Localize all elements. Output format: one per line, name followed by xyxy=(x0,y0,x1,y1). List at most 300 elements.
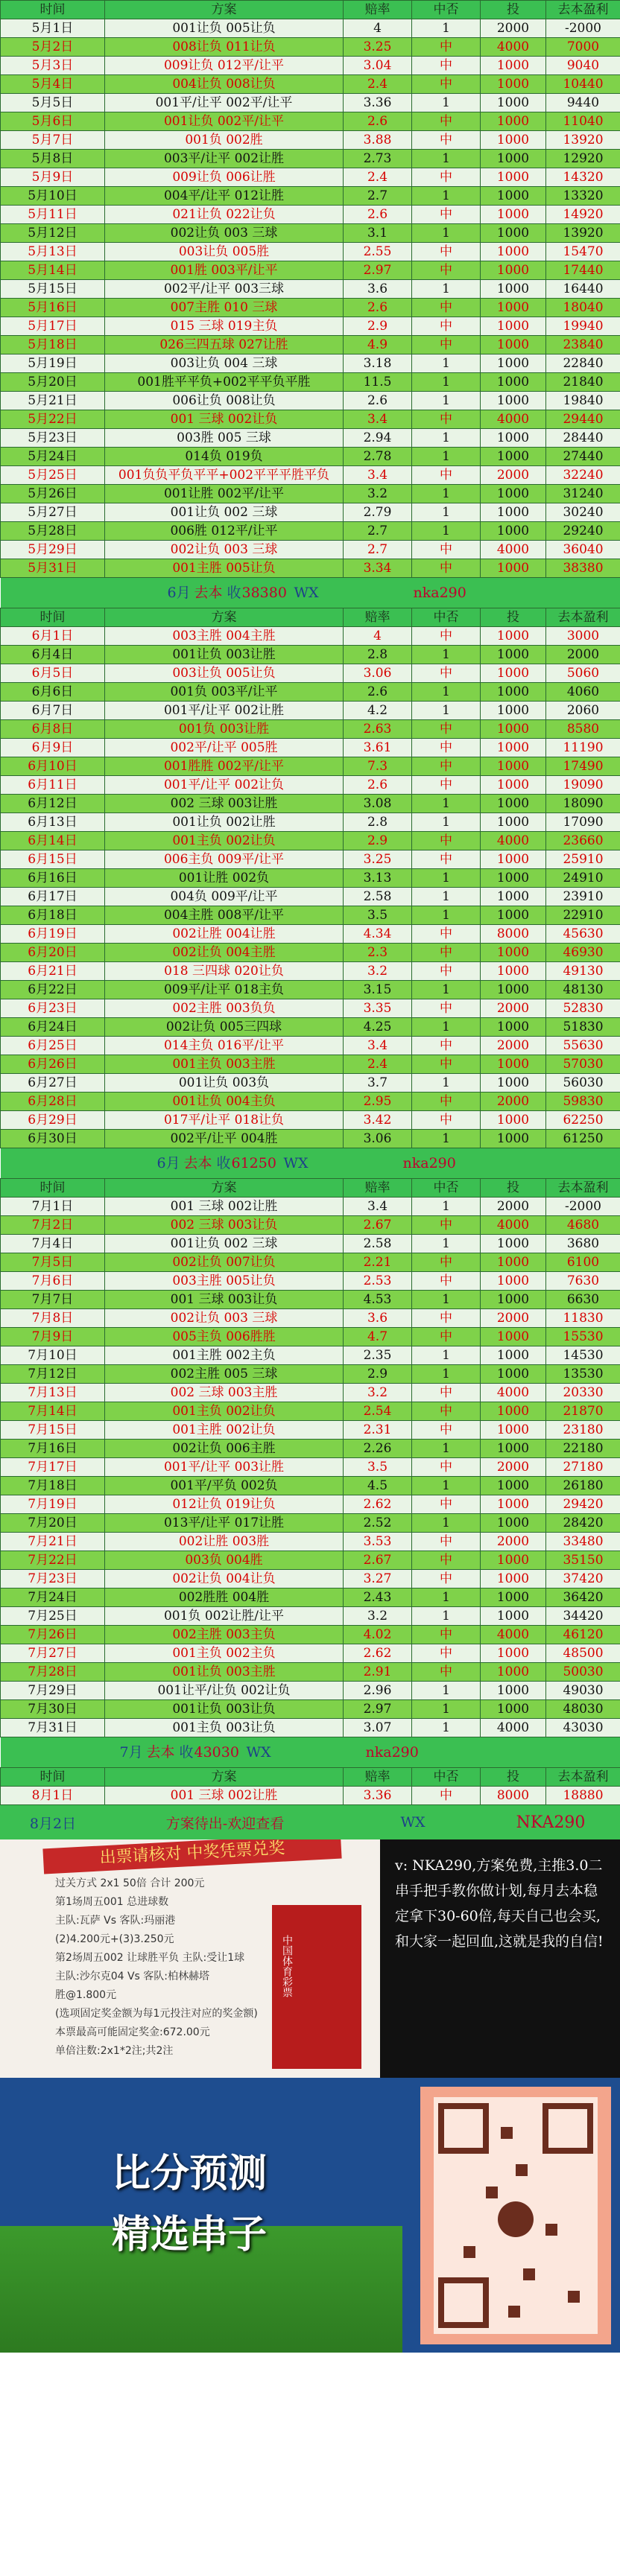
header-cell: 方案 xyxy=(105,1179,344,1198)
profit-cell: 4060 xyxy=(546,683,620,702)
plan-cell: 002让负 003 三球 xyxy=(105,224,344,243)
profit-cell: 23660 xyxy=(546,832,620,850)
plan-cell: 014负 019负 xyxy=(105,448,344,466)
odds-cell: 2.67 xyxy=(344,1551,412,1570)
table-row xyxy=(1,627,620,646)
plan-cell: 021让负 022让负 xyxy=(105,206,344,224)
plan-cell: 001让负 003负 xyxy=(105,1074,344,1093)
header-cell: 赔率 xyxy=(344,1,412,19)
plan-cell: 001胜平平负+002平平负平胜 xyxy=(105,373,344,392)
bet-cell: 1000 xyxy=(481,646,546,664)
hit-cell: 1 xyxy=(412,224,481,243)
banner-shou: 收 xyxy=(179,1744,194,1761)
odds-cell: 3.2 xyxy=(344,1607,412,1626)
odds-cell: 2.4 xyxy=(344,75,412,94)
profit-cell: 11190 xyxy=(546,739,620,757)
profit-cell: 25910 xyxy=(546,850,620,869)
hit-cell: 1 xyxy=(412,19,481,38)
banner-qu: 去本 xyxy=(146,1744,175,1761)
bet-cell: 1000 xyxy=(481,168,546,187)
slip-line: 过关方式 2x1 50倍 合计 200元 xyxy=(55,1877,205,1889)
plan-cell: 001胜 003平/让平 xyxy=(105,261,344,280)
odds-cell: 3.07 xyxy=(344,1719,412,1737)
date-cell: 6月1日 xyxy=(1,627,105,646)
plan-cell: 001让负 002平/让平 xyxy=(105,112,344,131)
bet-cell: 1000 xyxy=(481,1130,546,1148)
hit-cell: 中 xyxy=(412,962,481,981)
hit-cell: 1 xyxy=(412,429,481,448)
bet-cell: 1000 xyxy=(481,1402,546,1421)
odds-cell: 4.53 xyxy=(344,1291,412,1309)
plan-cell: 009让负 012平/让平 xyxy=(105,57,344,75)
header-cell: 投 xyxy=(481,1179,546,1198)
hit-cell: 1 xyxy=(412,1018,481,1037)
slip-line: (2)4.200元+(3)3.250元 xyxy=(55,1933,174,1945)
hit-cell: 中 xyxy=(412,1663,481,1682)
table-row xyxy=(1,38,620,57)
plan-cell: 002让负 005三四球 xyxy=(105,1018,344,1037)
profit-cell: 12920 xyxy=(546,150,620,168)
plan-cell: 006胜 012平/让平 xyxy=(105,522,344,541)
plan-cell: 012让负 019让负 xyxy=(105,1495,344,1514)
hit-cell: 中 xyxy=(412,1787,481,1805)
bet-cell: 2000 xyxy=(481,999,546,1018)
bet-cell: 2000 xyxy=(481,1093,546,1111)
bet-cell: 1000 xyxy=(481,813,546,832)
bet-cell: 1000 xyxy=(481,869,546,888)
header-cell: 投 xyxy=(481,1768,546,1787)
table-row xyxy=(1,1626,620,1644)
profit-cell: 22910 xyxy=(546,906,620,925)
hit-cell: 中 xyxy=(412,1216,481,1235)
bet-cell: 1000 xyxy=(481,702,546,720)
banner-shou: 收 xyxy=(227,585,241,601)
hit-cell: 中 xyxy=(412,112,481,131)
hit-cell: 1 xyxy=(412,795,481,813)
hit-cell: 1 xyxy=(412,1588,481,1607)
date-cell: 5月7日 xyxy=(1,131,105,150)
odds-cell: 3.4 xyxy=(344,1198,412,1216)
date-cell: 5月12日 xyxy=(1,224,105,243)
profit-cell: 14320 xyxy=(546,168,620,187)
hit-cell: 中 xyxy=(412,168,481,187)
promo-row xyxy=(0,1805,620,1839)
table-row xyxy=(1,1551,620,1570)
bet-cell: 1000 xyxy=(481,1421,546,1440)
date-cell: 7月19日 xyxy=(1,1495,105,1514)
bet-cell: 1000 xyxy=(481,1328,546,1346)
table-row xyxy=(1,999,620,1018)
profit-cell: 29420 xyxy=(546,1495,620,1514)
profit-cell: 23180 xyxy=(546,1421,620,1440)
table-row xyxy=(1,832,620,850)
profit-cell: 49030 xyxy=(546,1682,620,1700)
profit-cell: 55630 xyxy=(546,1037,620,1055)
odds-cell: 2.31 xyxy=(344,1421,412,1440)
profit-cell: 4680 xyxy=(546,1216,620,1235)
profit-cell: 48030 xyxy=(546,1700,620,1719)
profit-cell: 28440 xyxy=(546,429,620,448)
date-cell: 5月28日 xyxy=(1,522,105,541)
bet-cell: 4000 xyxy=(481,1626,546,1644)
table-row xyxy=(1,1421,620,1440)
plan-cell: 001让负 005让负 xyxy=(105,19,344,38)
date-cell: 7月5日 xyxy=(1,1253,105,1272)
hit-cell: 1 xyxy=(412,683,481,702)
bet-cell: 2000 xyxy=(481,1309,546,1328)
profit-cell: 23910 xyxy=(546,888,620,906)
plan-cell: 001主胜 002主负 xyxy=(105,1346,344,1365)
hit-cell: 1 xyxy=(412,1346,481,1365)
hit-cell: 1 xyxy=(412,522,481,541)
plan-cell: 009平/让平 018主负 xyxy=(105,981,344,999)
table-row xyxy=(1,1787,620,1805)
odds-cell: 4.2 xyxy=(344,702,412,720)
hit-cell: 1 xyxy=(412,1198,481,1216)
plan-cell: 002主胜 005 三球 xyxy=(105,1365,344,1384)
plan-cell: 006主负 009平/让平 xyxy=(105,850,344,869)
table-row xyxy=(1,1055,620,1074)
table-row xyxy=(1,112,620,131)
plan-cell: 001让负 004主负 xyxy=(105,1093,344,1111)
header-cell: 去本盈利 xyxy=(546,1179,620,1198)
header-cell: 赔率 xyxy=(344,1768,412,1787)
profit-cell: 29440 xyxy=(546,410,620,429)
profit-cell: 2060 xyxy=(546,702,620,720)
table-row xyxy=(1,795,620,813)
odds-cell: 3.4 xyxy=(344,1037,412,1055)
hit-cell: 中 xyxy=(412,38,481,57)
table-row xyxy=(1,317,620,336)
odds-cell: 3.06 xyxy=(344,1130,412,1148)
hit-cell: 1 xyxy=(412,392,481,410)
odds-cell: 2.91 xyxy=(344,1663,412,1682)
hit-cell: 中 xyxy=(412,944,481,962)
date-cell: 5月1日 xyxy=(1,19,105,38)
profit-cell: 22840 xyxy=(546,354,620,373)
profit-cell: 15530 xyxy=(546,1328,620,1346)
table-row xyxy=(1,702,620,720)
bet-cell: 2000 xyxy=(481,1198,546,1216)
bet-cell: 1000 xyxy=(481,1272,546,1291)
ticket-image-area xyxy=(0,1839,620,2078)
hit-cell: 中 xyxy=(412,1328,481,1346)
plan-cell: 002平/让平 003三球 xyxy=(105,280,344,299)
odds-cell: 2.43 xyxy=(344,1588,412,1607)
bet-cell: 1000 xyxy=(481,336,546,354)
hit-cell: 1 xyxy=(412,187,481,206)
date-cell: 7月27日 xyxy=(1,1644,105,1663)
banner-wx: WX xyxy=(294,585,319,601)
header-cell: 中否 xyxy=(412,1179,481,1198)
hit-cell: 中 xyxy=(412,1421,481,1440)
odds-cell: 2.6 xyxy=(344,112,412,131)
odds-cell: 2.8 xyxy=(344,646,412,664)
odds-cell: 3.2 xyxy=(344,485,412,503)
plan-cell: 002让胜 003胜 xyxy=(105,1533,344,1551)
bet-cell: 1000 xyxy=(481,1514,546,1533)
bet-cell: 8000 xyxy=(481,925,546,944)
profit-cell: 2000 xyxy=(546,646,620,664)
odds-cell: 3.08 xyxy=(344,795,412,813)
promo-box: v: NKA290,方案免费,主推3.0二串手把手教你做计划,每月去本稳定拿下30-60倍,每天自己也会买,和大家一起回血,这就是我的自信! xyxy=(380,1839,620,2078)
bet-cell: 4000 xyxy=(481,1384,546,1402)
odds-cell: 3.1 xyxy=(344,224,412,243)
table-row xyxy=(1,1663,620,1682)
date-cell: 6月5日 xyxy=(1,664,105,683)
hit-cell: 1 xyxy=(412,1291,481,1309)
bottom-banner xyxy=(0,2078,620,2353)
hit-cell: 1 xyxy=(412,981,481,999)
profit-cell: 16440 xyxy=(546,280,620,299)
plan-cell: 001主负 003主胜 xyxy=(105,1055,344,1074)
table-row xyxy=(1,75,620,94)
header-cell: 方案 xyxy=(105,1,344,19)
plan-cell: 004主胜 008平/让平 xyxy=(105,906,344,925)
odds-cell: 4.9 xyxy=(344,336,412,354)
profit-cell: 20330 xyxy=(546,1384,620,1402)
bet-cell: 1000 xyxy=(481,429,546,448)
bet-cell: 1000 xyxy=(481,1644,546,1663)
date-cell: 5月27日 xyxy=(1,503,105,522)
plan-cell: 001让负 003主胜 xyxy=(105,1663,344,1682)
odds-cell: 2.53 xyxy=(344,1272,412,1291)
table-row xyxy=(1,962,620,981)
profit-cell: 3680 xyxy=(546,1235,620,1253)
hit-cell: 中 xyxy=(412,1626,481,1644)
odds-cell: 3.04 xyxy=(344,57,412,75)
date-cell: 7月2日 xyxy=(1,1216,105,1235)
bet-cell: 1000 xyxy=(481,944,546,962)
profit-cell: -2000 xyxy=(546,19,620,38)
profit-cell: 18880 xyxy=(546,1787,620,1805)
date-cell: 5月8日 xyxy=(1,150,105,168)
hit-cell: 中 xyxy=(412,466,481,485)
table-row xyxy=(1,1402,620,1421)
date-cell: 8月1日 xyxy=(1,1787,105,1805)
date-cell: 5月31日 xyxy=(1,559,105,578)
table-row xyxy=(1,1074,620,1093)
odds-cell: 2.97 xyxy=(344,1700,412,1719)
bet-cell: 1000 xyxy=(481,187,546,206)
odds-cell: 3.42 xyxy=(344,1111,412,1130)
odds-cell: 2.58 xyxy=(344,1235,412,1253)
odds-cell: 2.63 xyxy=(344,720,412,739)
hit-cell: 1 xyxy=(412,888,481,906)
date-cell: 6月8日 xyxy=(1,720,105,739)
qr-code[interactable] xyxy=(420,2087,611,2344)
table-header-row xyxy=(1,1179,620,1198)
odds-cell: 3.5 xyxy=(344,906,412,925)
bet-cell: 1000 xyxy=(481,1682,546,1700)
odds-cell: 2.6 xyxy=(344,299,412,317)
table-row xyxy=(1,1346,620,1365)
odds-cell: 3.2 xyxy=(344,1384,412,1402)
plan-cell: 001平/平负 002负 xyxy=(105,1477,344,1495)
date-cell: 7月25日 xyxy=(1,1607,105,1626)
header-cell: 投 xyxy=(481,608,546,627)
hit-cell: 1 xyxy=(412,1700,481,1719)
date-cell: 7月22日 xyxy=(1,1551,105,1570)
hit-cell: 中 xyxy=(412,1272,481,1291)
date-cell: 7月4日 xyxy=(1,1235,105,1253)
date-cell: 6月9日 xyxy=(1,739,105,757)
bet-cell: 1000 xyxy=(481,559,546,578)
odds-cell: 4.7 xyxy=(344,1328,412,1346)
plan-cell: 002主胜 003负负 xyxy=(105,999,344,1018)
odds-cell: 2.78 xyxy=(344,448,412,466)
banner-id: nka290 xyxy=(402,1155,456,1171)
bet-cell: 1000 xyxy=(481,906,546,925)
table-row xyxy=(1,131,620,150)
profit-cell: 7000 xyxy=(546,38,620,57)
header-cell: 中否 xyxy=(412,608,481,627)
date-cell: 7月28日 xyxy=(1,1663,105,1682)
odds-cell: 2.52 xyxy=(344,1514,412,1533)
bet-cell: 1000 xyxy=(481,683,546,702)
date-cell: 5月10日 xyxy=(1,187,105,206)
banner-qu: 去本 xyxy=(194,585,223,601)
plan-cell: 001让胜 002负 xyxy=(105,869,344,888)
odds-cell: 3.34 xyxy=(344,559,412,578)
hit-cell: 1 xyxy=(412,485,481,503)
odds-cell: 2.55 xyxy=(344,243,412,261)
hit-cell: 中 xyxy=(412,739,481,757)
month-summary-banner xyxy=(1,578,620,608)
plan-cell: 005主负 006胜胜 xyxy=(105,1328,344,1346)
hit-cell: 1 xyxy=(412,1440,481,1458)
table-row xyxy=(1,1570,620,1588)
profit-cell: 32240 xyxy=(546,466,620,485)
slip-line: 胜@1.800元 xyxy=(55,1989,117,2001)
profit-cell: 19940 xyxy=(546,317,620,336)
date-cell: 5月21日 xyxy=(1,392,105,410)
bet-cell: 1000 xyxy=(481,485,546,503)
profit-cell: 50030 xyxy=(546,1663,620,1682)
hit-cell: 1 xyxy=(412,354,481,373)
odds-cell: 2.3 xyxy=(344,944,412,962)
table-row xyxy=(1,94,620,112)
table-row xyxy=(1,559,620,578)
date-cell: 5月29日 xyxy=(1,541,105,559)
hit-cell: 中 xyxy=(412,1458,481,1477)
lottery-slip-image xyxy=(0,1839,380,2078)
date-cell: 6月6日 xyxy=(1,683,105,702)
date-cell: 6月10日 xyxy=(1,757,105,776)
date-cell: 6月23日 xyxy=(1,999,105,1018)
hit-cell: 中 xyxy=(412,627,481,646)
date-cell: 7月29日 xyxy=(1,1682,105,1700)
table-row xyxy=(1,1328,620,1346)
bet-cell: 1000 xyxy=(481,448,546,466)
hit-cell: 1 xyxy=(412,503,481,522)
banner-wx: WX xyxy=(246,1744,271,1761)
plan-cell: 002让胜 004让胜 xyxy=(105,925,344,944)
bet-cell: 1000 xyxy=(481,94,546,112)
date-cell: 7月17日 xyxy=(1,1458,105,1477)
bet-cell: 1000 xyxy=(481,354,546,373)
table-row xyxy=(1,850,620,869)
hit-cell: 中 xyxy=(412,999,481,1018)
date-cell: 5月25日 xyxy=(1,466,105,485)
table-row xyxy=(1,243,620,261)
header-cell: 投 xyxy=(481,1,546,19)
date-cell: 7月10日 xyxy=(1,1346,105,1365)
plan-cell: 001平/让平 002让负 xyxy=(105,776,344,795)
odds-cell: 3.25 xyxy=(344,38,412,57)
profit-cell: 46120 xyxy=(546,1626,620,1644)
hit-cell: 1 xyxy=(412,1477,481,1495)
profit-cell: 26180 xyxy=(546,1477,620,1495)
plan-cell: 001让负 003让胜 xyxy=(105,646,344,664)
hit-cell: 中 xyxy=(412,1253,481,1272)
odds-cell: 2.97 xyxy=(344,261,412,280)
bet-cell: 1000 xyxy=(481,1346,546,1365)
date-cell: 6月11日 xyxy=(1,776,105,795)
odds-cell: 3.53 xyxy=(344,1533,412,1551)
bet-cell: 1000 xyxy=(481,522,546,541)
hit-cell: 中 xyxy=(412,1644,481,1663)
hit-cell: 中 xyxy=(412,776,481,795)
bet-cell: 1000 xyxy=(481,57,546,75)
hit-cell: 中 xyxy=(412,410,481,429)
profit-cell: 6630 xyxy=(546,1291,620,1309)
plan-cell: 003负 004胜 xyxy=(105,1551,344,1570)
profit-cell: 36040 xyxy=(546,541,620,559)
plan-cell: 002让负 004让负 xyxy=(105,1570,344,1588)
bet-cell: 1000 xyxy=(481,75,546,94)
bet-cell: 2000 xyxy=(481,1037,546,1055)
hit-cell: 1 xyxy=(412,1682,481,1700)
profit-cell: 45630 xyxy=(546,925,620,944)
odds-cell: 2.4 xyxy=(344,1055,412,1074)
hit-cell: 中 xyxy=(412,559,481,578)
plan-cell: 001让负 002让胜 xyxy=(105,813,344,832)
date-cell: 5月24日 xyxy=(1,448,105,466)
date-cell: 5月17日 xyxy=(1,317,105,336)
date-cell: 6月25日 xyxy=(1,1037,105,1055)
bet-cell: 1000 xyxy=(481,1495,546,1514)
date-cell: 5月16日 xyxy=(1,299,105,317)
bet-cell: 1000 xyxy=(481,150,546,168)
plan-cell: 002胜胜 004胜 xyxy=(105,1588,344,1607)
date-cell: 5月20日 xyxy=(1,373,105,392)
profit-cell: 28420 xyxy=(546,1514,620,1533)
profit-cell: 19840 xyxy=(546,392,620,410)
table-row xyxy=(1,813,620,832)
slip-line: 第2场周五002 让球胜平负 主队:受让1球 xyxy=(55,1952,245,1964)
profit-cell: 48500 xyxy=(546,1644,620,1663)
profit-cell: 21840 xyxy=(546,373,620,392)
profit-cell: 19090 xyxy=(546,776,620,795)
hit-cell: 中 xyxy=(412,1551,481,1570)
date-cell: 5月14日 xyxy=(1,261,105,280)
profit-cell: 59830 xyxy=(546,1093,620,1111)
odds-cell: 3.4 xyxy=(344,466,412,485)
plan-cell: 001 三球 002让负 xyxy=(105,410,344,429)
table-row xyxy=(1,1458,620,1477)
table-row xyxy=(1,888,620,906)
date-cell: 7月30日 xyxy=(1,1700,105,1719)
plan-cell: 002让负 007让负 xyxy=(105,1253,344,1272)
hit-cell: 中 xyxy=(412,1093,481,1111)
odds-cell: 3.15 xyxy=(344,981,412,999)
banner-line1: 比分预测 xyxy=(112,2152,268,2196)
odds-cell: 2.79 xyxy=(344,503,412,522)
hit-cell: 中 xyxy=(412,1570,481,1588)
bet-cell: 1000 xyxy=(481,757,546,776)
hit-cell: 中 xyxy=(412,75,481,94)
